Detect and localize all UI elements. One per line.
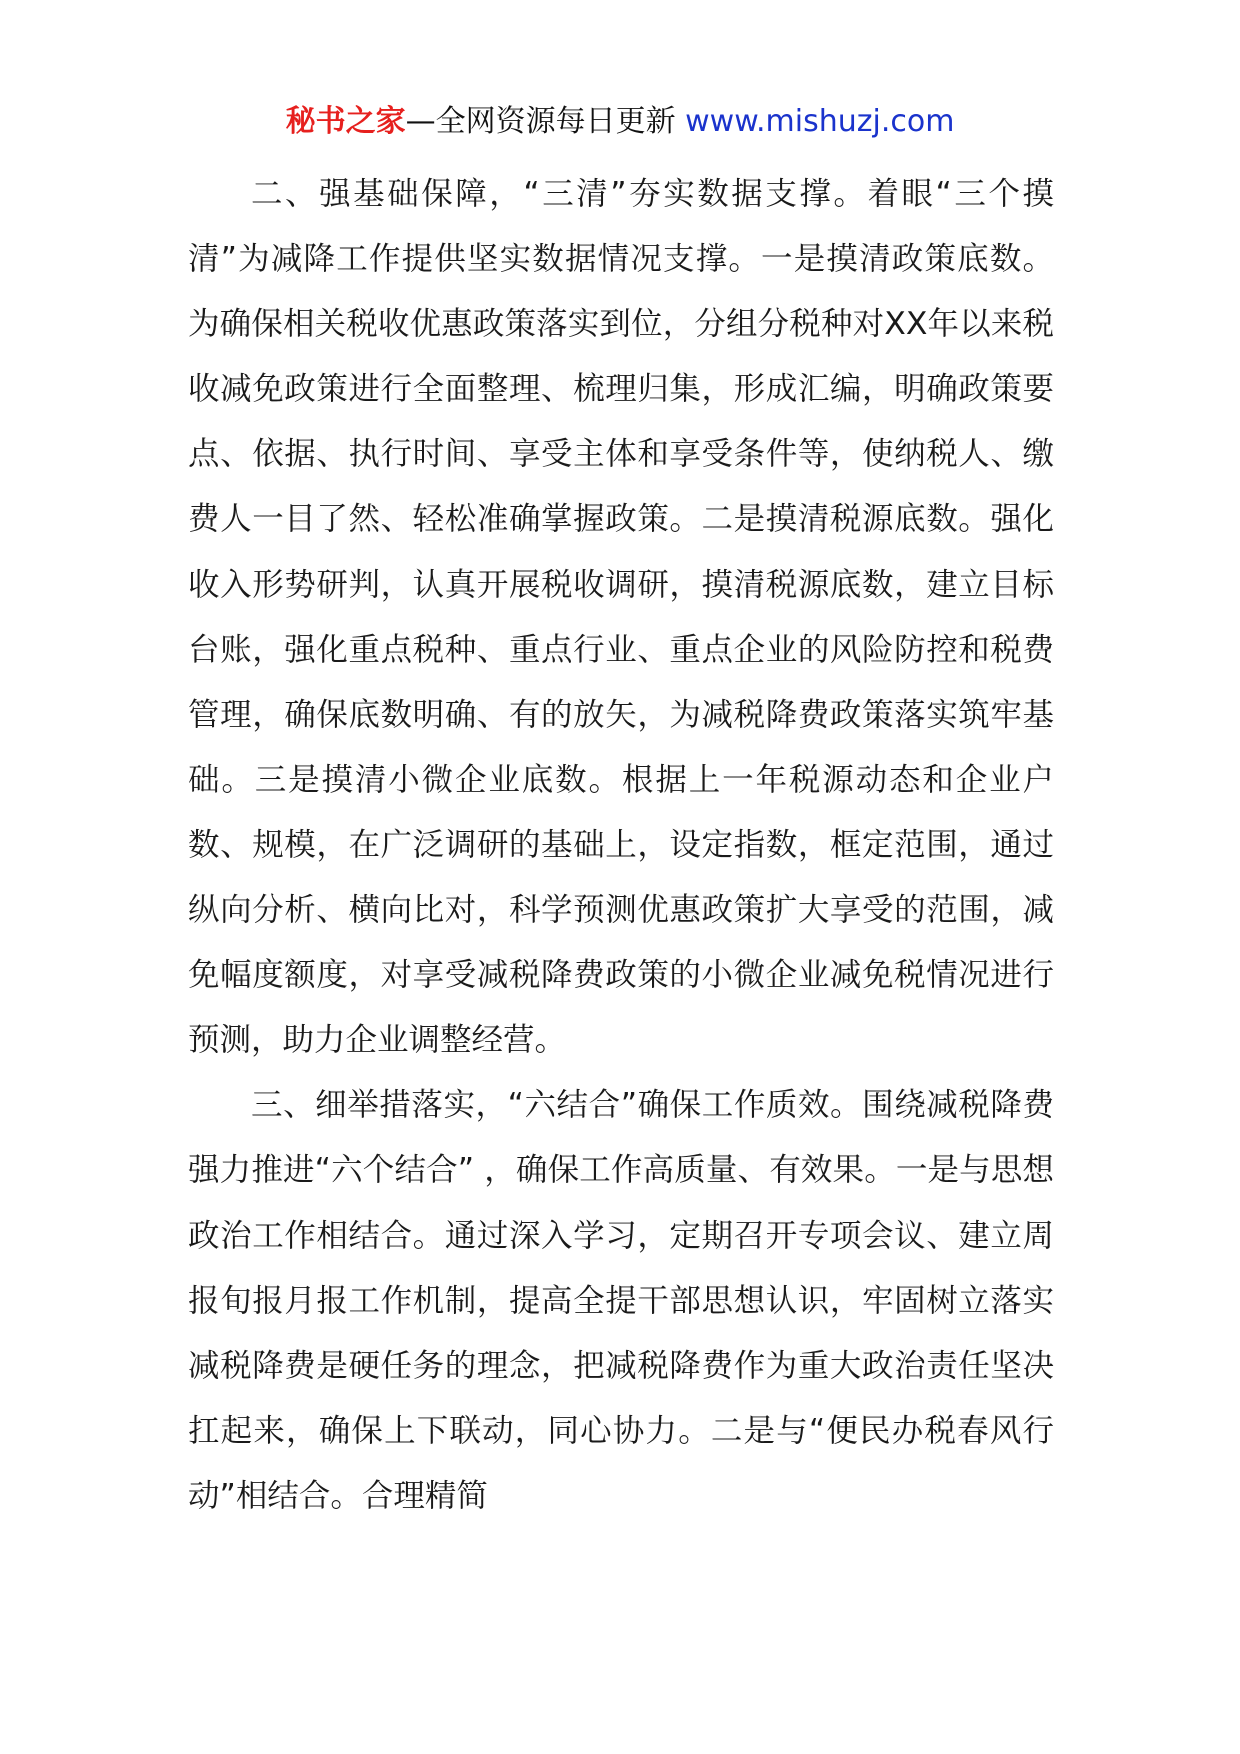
header-tagline: —全网资源每日更新 <box>405 104 676 139</box>
header-brand: 秘书之家 <box>285 104 406 139</box>
paragraph-section-three: 三、细举措落实，“六结合”确保工作质效。围绕减税降费强力推进“六个结合” ，确保工作高质量、有效果。一是与思想政治工作相结合。通过深入学习，定期召开专项会议、建立周报旬报月报工作机制，提高全提干部思想认识，牢固树立落实减税降费是硬任务的理念，把减税降费作为重大政治责任坚决扛起来，确保上下联动，同心协力。二是与“便民办税春风行动”相结合。合理精简 <box>188 1087 1054 1514</box>
document-body <box>188 162 1054 1529</box>
page-header <box>0 100 1240 144</box>
header-url-link[interactable]: www.mishuzj.com <box>685 104 955 139</box>
paragraph-section-two: 二、强基础保障，“三清”夯实数据支撑。着眼“三个摸清”为减降工作提供坚实数据情况支撑。一是摸清政策底数。为确保相关税收优惠政策落实到位，分组分税种对XX年以来税收减免政策进行全面整理、梳理归集，形成汇编，明确政策要点、依据、执行时间、享受主体和享受条件等，使纳税人、缴费人一目了然、轻松准确掌握政策。二是摸清税源底数。强化收入形势研判，认真开展税收调研，摸清税源底数，建立目标台账，强化重点税种、重点行业、重点企业的风险防控和税费管理，确保底数明确、有的放矢，为减税降费政策落实筑牢基础。三是摸清小微企业底数。根据上一年税源动态和企业户数、规模，在广泛调研的基础上，设定指数，框定范围，通过纵向分析、横向比对，科学预测优惠政策扩大享受的范围，减免幅度额度，对享受减税降费政策的小微企业减免税情况进行预测，助力企业调整经营。 <box>188 176 1054 1059</box>
